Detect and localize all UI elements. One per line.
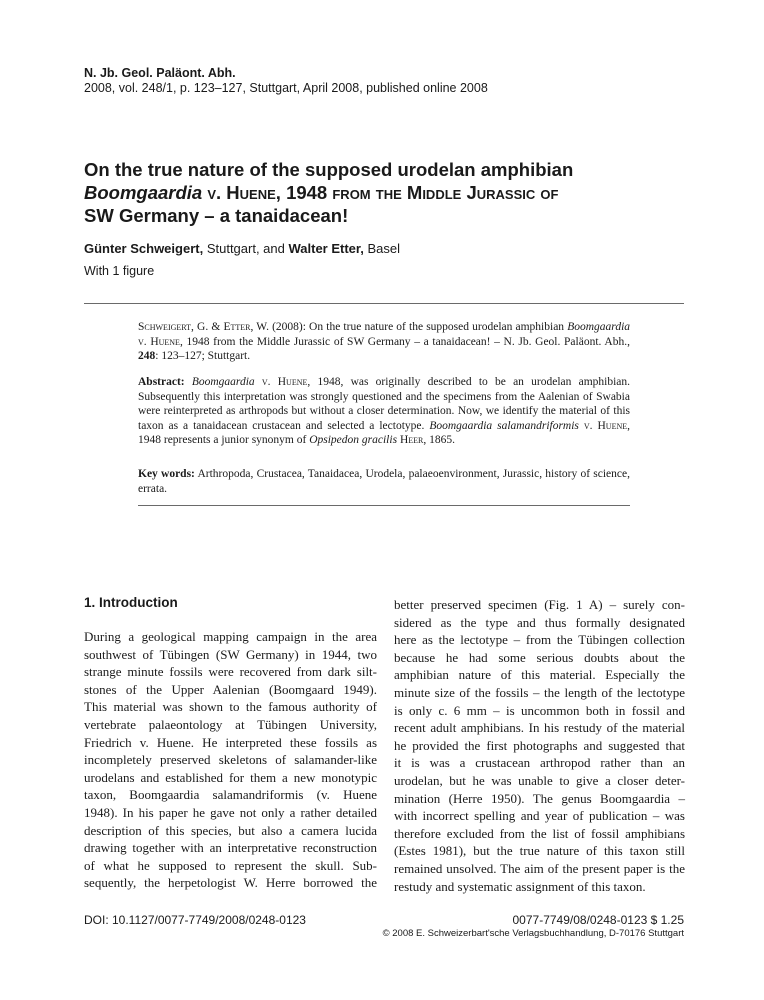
body-column-right [394, 596, 685, 895]
body-line: During a geological mapping campaign in the area [84, 629, 377, 644]
body-line: sidered as the type and thus formally designated [394, 614, 685, 630]
abstract-heer: Heer [399, 434, 424, 446]
author-1-place: Stuttgart, and [203, 241, 289, 256]
body-line: vertebrate palaeontology at Tübingen University, [84, 716, 377, 732]
body-line: Friedrich v. Huene. He interpreted these fossils as [84, 734, 377, 750]
author-1: Günter Schweigert, [84, 241, 204, 256]
body-line: urodelan, but he was unable to give a closer deter- [394, 772, 685, 788]
author-line [84, 241, 400, 256]
abstract-huene: Huene [277, 376, 308, 388]
body-line: incompletely preserved skeletons of salamander-like [84, 752, 377, 768]
keywords-label: Key words: [138, 468, 195, 480]
abstract-text: , 1948, was originally described to be an urodelan amphibian. Subsequently this interpretation was strongly questioned and the specimens from the Aalenian of Swabia were reinterpreted as arthropods but without a closer determination. Now, we identify the material of this taxon as a tanaidacean crustacean and selected a lectotype. [138, 376, 631, 432]
title-line-1: On the true nature of the supposed urodelan amphibian [84, 159, 574, 180]
keywords-text: Arthropoda, Crustacea, Tanaidacea, Urodela, palaeoenvironment, Jurassic, history of science, errata. [138, 468, 630, 495]
title-line-2-rest: v. Huene, 1948 from the Middle Jurassic of [202, 182, 559, 203]
body-line: therefore excluded from the list of fossil amphibians [394, 825, 685, 841]
abstract-genus: Boomgaardia [191, 376, 255, 388]
citation-genus: Boomgaardia [567, 321, 631, 333]
author-2: Walter Etter, [288, 241, 364, 256]
body-line: strange minute fossils were recovered from dark silt- [84, 664, 377, 680]
journal-name: N. Jb. Geol. Paläont. Abh. [84, 66, 236, 80]
body-line: minute size of the fossils – the length of the lectotype [394, 684, 685, 700]
journal-info: 2008, vol. 248/1, p. 123–127, Stuttgart, April 2008, published online 2008 [84, 81, 488, 95]
abstract-text: v. [578, 419, 598, 432]
body-line: better preserved specimen (Fig. 1 A) – surely con- [394, 597, 685, 612]
body-line: recent adult amphibians. In his restudy of the material [394, 720, 685, 736]
citation-volume: 248 [138, 350, 156, 362]
body-line: description of this species, but also a camera lucida [84, 822, 377, 838]
author-2-place: Basel [363, 241, 400, 256]
body-line: southwest of Tübingen (SW Germany) in 1944, two [84, 646, 377, 662]
body-line: drawing together with an interpretative reconstruction [84, 840, 377, 856]
body-line: urodelans and established for them a new monotypic [84, 769, 377, 785]
abstract-synonym: Opsipedon gracilis [309, 434, 398, 446]
doi: DOI: 10.1127/0077-7749/2008/0248-0123 [84, 913, 306, 927]
body-line: it is was a crustacean arthropod rather than an [394, 755, 685, 771]
body-line: because he had some serious doubts about the [394, 649, 685, 665]
abstract-text: , 1865. [423, 434, 455, 446]
citation-text: , W. (2008): On the true nature of the supposed urodelan amphibian [250, 321, 568, 333]
section-heading: 1. Introduction [84, 595, 178, 610]
abstract-label: Abstract: [138, 376, 185, 388]
body-line: sequently, the herpetologist W. Herre borrowed the [84, 875, 377, 891]
citation-text: , G. & [191, 321, 224, 333]
abstract-huene: Huene [597, 419, 628, 432]
keywords [138, 467, 630, 496]
body-line: with incorrect spelling and year of publication – was [394, 808, 685, 824]
title-line-2 [84, 181, 604, 204]
body-line: he provided the first photographs and suggested that [394, 737, 685, 753]
abstract-text: , 1948 represents a junior synonym of [138, 419, 630, 446]
citation-author-2: Etter [223, 321, 251, 333]
issn-price: 0077-7749/08/0248-0123 $ 1.25 [512, 913, 684, 927]
title-genus: Boomgaardia [84, 182, 203, 203]
copyright: © 2008 E. Schweizerbart'sche Verlagsbuchhandlung, D-70176 Stuttgart [382, 928, 684, 939]
body-line: (Estes 1981), but the true nature of this taxon still [394, 843, 685, 859]
figures-note: With 1 figure [84, 264, 155, 278]
body-line: here as the lectotype – from the Tübingen collection [394, 632, 685, 648]
body-line: mination (Herre 1950). The genus Boomgaardia – [394, 790, 685, 806]
body-line: remained unsolved. The aim of the present paper is the [394, 860, 685, 876]
abstract-text: v. [254, 376, 278, 388]
citation-huene: Huene [150, 335, 180, 348]
body-line: amphibian nature of this material. Especially the [394, 667, 685, 683]
body-line: taxon, Boomgaardia salamandriformis (v. Huene [84, 787, 377, 803]
abstract-species: Boomgaardia salamandriformis [429, 419, 579, 432]
abstract [138, 375, 630, 448]
title-line-3: SW Germany – a tanaidacean! [84, 205, 349, 226]
citation-pages: : 123–127; Stuttgart. [155, 350, 251, 362]
abstract-divider [138, 505, 630, 506]
body-line: This material was shown to the famous authority of [84, 699, 377, 715]
citation-text: v. [138, 335, 151, 348]
body-line: is only c. 6 mm – is uncommon both in fossil and [394, 702, 685, 718]
citation-author-1: Schweigert [138, 321, 192, 333]
body-line: of what he supposed to represent the skull. Sub- [84, 857, 377, 873]
body-column-left [84, 628, 377, 892]
citation-text: , 1948 from the Middle Jurassic of SW Germany – a tanaidacean! – N. Jb. Geol. Paläont. Abh., [179, 335, 630, 348]
body-line: restudy and systematic assignment of this taxon. [394, 878, 646, 894]
article-title [84, 158, 604, 227]
citation [138, 320, 630, 364]
header-divider [84, 303, 684, 304]
body-line: stones of the Upper Aalenian (Boomgaard 1949). [84, 681, 377, 697]
body-line: 1948). In his paper he gave not only a rather detailed [84, 804, 377, 820]
